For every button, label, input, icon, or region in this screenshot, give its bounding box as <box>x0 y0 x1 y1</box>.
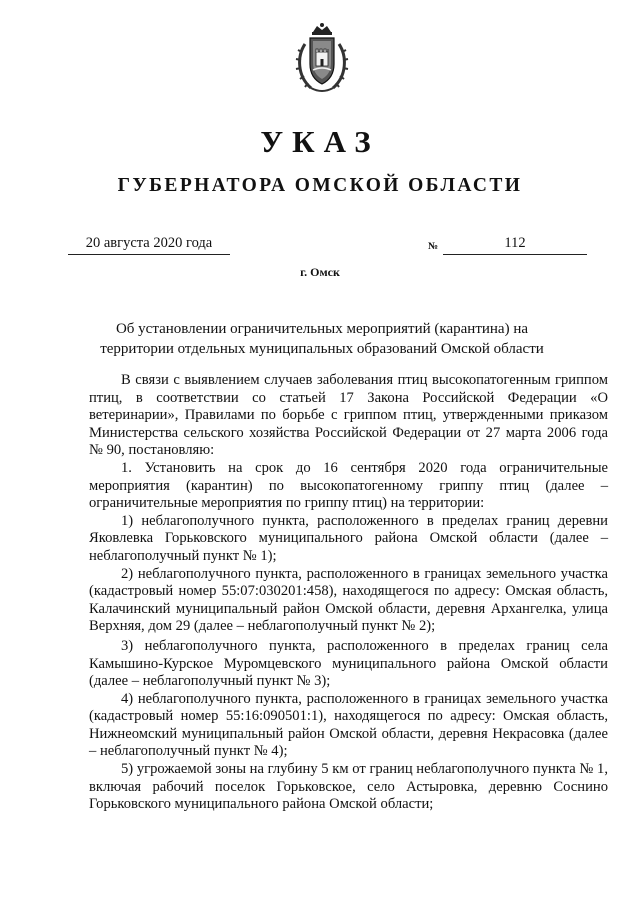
decree-city: г. Омск <box>300 265 340 279</box>
document-title: УКАЗ <box>260 124 380 159</box>
item-1-paragraph: 1) неблагополучного пункта, расположенного в пределах границ деревни Яковлевка Горьковского муниципального района Омской области (далее – неблагополучный пункт № 1); <box>89 512 608 564</box>
item-3-paragraph: 3) неблагополучного пункта, расположенного в пределах границ села Камышино-Курское Муромцевского муниципального района Омской области (далее – неблагополучный пункт № 3); <box>89 637 608 690</box>
clause-1-paragraph: 1. Установить на срок до 16 сентября 2020 года ограничительные мероприятия (карантин) по высокопатогенному гриппу птиц (далее – ограничительные мероприятия по гриппу птиц) на территории: <box>89 459 608 512</box>
item-5-paragraph: 5) угрожаемой зоны на глубину 5 км от границ неблагополучного пункта № 1, включая рабочий поселок Горьковское, село Астыровка, деревню Соснино Горьковского муниципального района Омской области; <box>89 761 608 813</box>
decree-body <box>89 372 608 814</box>
decree-subject: Об установлении ограничительных мероприятий (карантина) на территории отдельных муниципальных образований Омской области <box>100 321 544 357</box>
document-subtitle: ГУБЕРНАТОРА ОМСКОЙ ОБЛАСТИ <box>117 175 523 196</box>
item-4-paragraph: 4) неблагополучного пункта, расположенного в границах земельного участка (кадастровый номер 55:16:090501:1), находящегося по адресу: Омская область, Нижнеомский муниципальный район Омской области, деревня Некрасовка (далее – неблагополучный пункт № 4); <box>89 690 608 760</box>
preamble-paragraph: В связи с выявлением случаев заболевания птиц высокопатогенным гриппом птиц, в соответствии со статьей 17 Закона Российской Федерации «О ветеринарии», Правилами по борьбе с гриппом птиц, утвержденными приказом Министерства сельского хозяйства Российской Федерации от 27 марта 2006 года № 90, постановляю: <box>89 372 608 459</box>
decree-date: 20 августа 2020 года <box>68 233 230 255</box>
item-2-paragraph: 2) неблагополучного пункта, расположенного в границах земельного участка (кадастровый номер 55:07:030201:458), находящегося по адресу: Омская область, Калачинский муниципальный район Омской области, деревня Архангелка, улица Верхняя, дом 29 (далее – неблагополучный пункт № 2); <box>89 565 608 635</box>
number-sign: № <box>428 241 439 252</box>
decree-number: 112 <box>443 233 587 255</box>
omsk-coat-of-arms-icon <box>293 22 351 96</box>
